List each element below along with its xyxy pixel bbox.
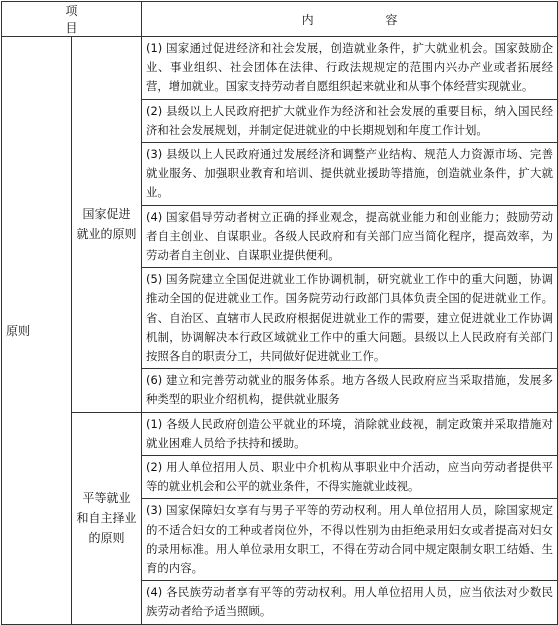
header-content: 内 容 [142, 2, 558, 37]
clause-2-3: (3) 国家保障妇女享有与男子平等的劳动权利。用人单位招用人员，除国家规定的不适合妇女的工种或者岗位外，不得以性别为由拒绝录用妇女或者提高对妇女的录用标准。用人单位录用女职工，不得在劳动合同中规定限制女职工结婚、生育的内容。 [142, 499, 558, 581]
clause-2-4: (4) 各民族劳动者享有平等的劳动权利。用人单位招用人员，应当依法对少数民族劳动者给予适当照顾。 [142, 581, 558, 624]
header-row [2, 2, 558, 37]
table-row [2, 412, 558, 455]
principles-table [1, 1, 558, 625]
clause-1-4: (4) 国家倡导劳动者树立正确的择业观念，提高就业能力和创业能力；鼓励劳动者自主创业、自谋职业。各级人民政府和有关部门应当简化程序，提高效率，为劳动者自主创业、自谋职业提供便利。 [142, 205, 558, 268]
group-label-promote-employment [72, 37, 142, 413]
header-item: 项 目 [2, 2, 142, 37]
group-label-line: 和自主择业 [76, 511, 137, 526]
principle-label: 原则 [2, 37, 72, 625]
clause-1-5: (5) 国务院建立全国促进就业工作协调机制，研究就业工作中的重大问题，协调推动全国的促进就业工作。国务院劳动行政部门具体负责全国的促进就业工作。省、自治区、直辖市人民政府根据促进就业工作的需要，建立促进就业工作协调机制，协调解决本行政区域就业工作中的重大问题。县级以上人民政府有关部门按照各自的职责分工，共同做好促进就业工作。 [142, 268, 558, 369]
group-label-line: 的原则 [88, 531, 125, 546]
group-label-line: 国家促进 [82, 207, 131, 222]
group-label-line: 平等就业 [82, 491, 131, 506]
clause-1-6: (6) 建立和完善劳动就业的服务体系。地方各级人民政府应当采取措施，发展多种类型的职业介绍机构，提供就业服务 [142, 369, 558, 412]
clause-2-1: (1) 各级人民政府创造公平就业的环境，消除就业歧视，制定政策并采取措施对就业困难人员给予扶持和援助。 [142, 412, 558, 455]
clause-1-3: (3) 县级以上人民政府通过发展经济和调整产业结构、规范人力资源市场、完善就业服务、加强职业教育和培训、提供就业援助等措施，创造就业条件，扩大就业。 [142, 143, 558, 206]
table-row [2, 37, 558, 100]
group-label-equal-employment [72, 412, 142, 624]
clause-1-1: (1) 国家通过促进经济和社会发展，创造就业条件，扩大就业机会。国家鼓励企业、事业组织、社会团体在法律、行政法规规定的范围内兴办产业或者拓展经营，增加就业。国家支持劳动者自愿组织起来就业和从事个体经营实现就业。 [142, 37, 558, 100]
group-label-line: 就业的原则 [76, 227, 137, 242]
clause-2-2: (2) 用人单位招用人员、职业中介机构从事职业中介活动，应当向劳动者提供平等的就业机会和公平的就业条件，不得实施就业歧视。 [142, 456, 558, 499]
clause-1-2: (2) 县级以上人民政府把扩大就业作为经济和社会发展的重要目标，纳入国民经济和社会发展规划，并制定促进就业的中长期规划和年度工作计划。 [142, 99, 558, 142]
